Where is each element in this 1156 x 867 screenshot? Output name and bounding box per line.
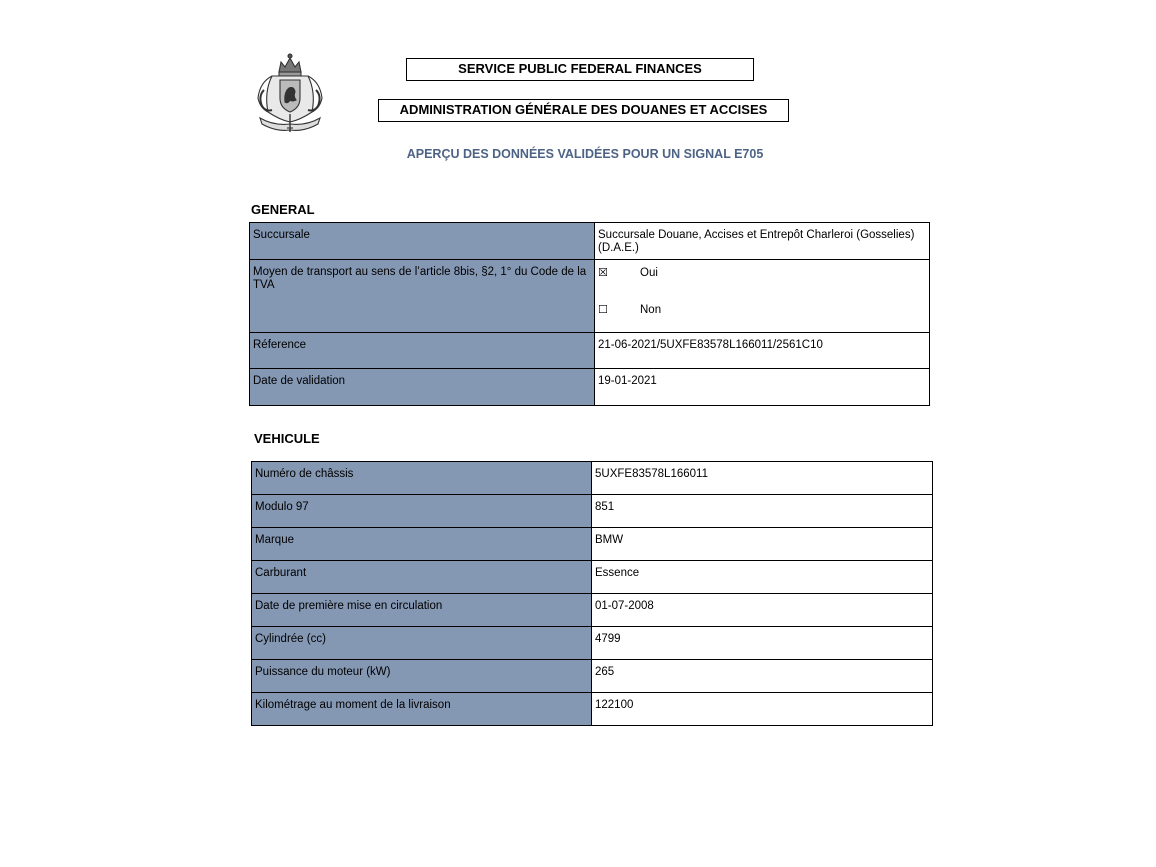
- table-row: [252, 561, 933, 594]
- field-value: Succursale Douane, Accises et Entrepôt Charleroi (Gosselies) (D.A.E.): [595, 223, 930, 260]
- table-row: [252, 627, 933, 660]
- section-title-vehicule: VEHICULE: [254, 431, 320, 446]
- table-row: [250, 223, 930, 260]
- option-label: Non: [640, 303, 662, 316]
- table-row: [250, 260, 930, 333]
- page-subtitle: APERÇU DES DONNÉES VALIDÉES POUR UN SIGNAL E705: [406, 147, 764, 161]
- field-value: BMW: [592, 528, 933, 561]
- field-value: 5UXFE83578L166011: [592, 462, 933, 495]
- option-label: Oui: [640, 266, 658, 279]
- field-value: 4799: [592, 627, 933, 660]
- table-row: [252, 660, 933, 693]
- transport-options: [595, 260, 930, 333]
- option-oui: [598, 266, 926, 280]
- field-label: Carburant: [252, 561, 592, 594]
- table-row: [252, 528, 933, 561]
- field-label: Cylindrée (cc): [252, 627, 592, 660]
- unchecked-checkbox-icon: ☐: [598, 304, 608, 316]
- field-label: Marque: [252, 528, 592, 561]
- checked-checkbox-icon: ☒: [598, 267, 608, 279]
- field-label: Numéro de châssis: [252, 462, 592, 495]
- field-value: 851: [592, 495, 933, 528]
- field-value: 122100: [592, 693, 933, 726]
- field-label: Date de première mise en circulation: [252, 594, 592, 627]
- field-value: 265: [592, 660, 933, 693]
- field-label: Date de validation: [250, 369, 595, 406]
- field-label: Succursale: [250, 223, 595, 260]
- field-label: Puissance du moteur (kW): [252, 660, 592, 693]
- field-label: Kilométrage au moment de la livraison: [252, 693, 592, 726]
- option-non: [598, 303, 926, 317]
- table-row: [250, 333, 930, 369]
- field-label: Moyen de transport au sens de l’article 8bis, §2, 1° du Code de la TVA: [250, 260, 595, 333]
- section-title-general: GENERAL: [251, 202, 315, 217]
- field-label: Modulo 97: [252, 495, 592, 528]
- vehicule-table: [251, 461, 933, 726]
- field-value: 21-06-2021/5UXFE83578L166011/2561C10: [595, 333, 930, 369]
- table-row: [252, 594, 933, 627]
- field-label: Réference: [250, 333, 595, 369]
- table-row: [252, 462, 933, 495]
- field-value: 01-07-2008: [592, 594, 933, 627]
- table-row: [252, 693, 933, 726]
- administration-title: ADMINISTRATION GÉNÉRALE DES DOUANES ET ACCISES: [378, 99, 789, 122]
- service-title: SERVICE PUBLIC FEDERAL FINANCES: [406, 58, 754, 81]
- field-value: Essence: [592, 561, 933, 594]
- table-row: [252, 495, 933, 528]
- table-row: [250, 369, 930, 406]
- field-value: 19-01-2021: [595, 369, 930, 406]
- general-table: [249, 222, 930, 406]
- belgian-coat-of-arms-icon: [250, 52, 330, 134]
